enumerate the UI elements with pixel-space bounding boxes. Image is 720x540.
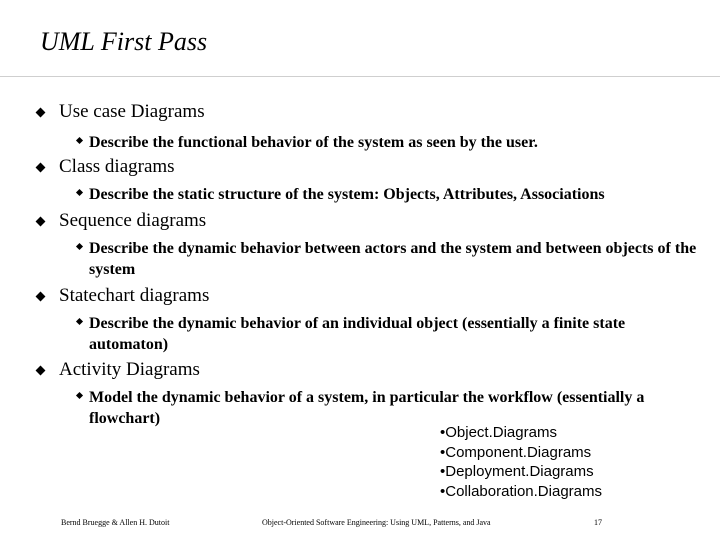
slide-title: UML First Pass: [40, 27, 208, 56]
bullet-label: Class diagrams: [59, 156, 175, 177]
diamond-sub-bullet-icon: [76, 189, 83, 196]
diamond-bullet-icon: [36, 108, 46, 118]
list-item: •Component.Diagrams: [440, 443, 592, 461]
list-item: •Collaboration.Diagrams: [440, 482, 602, 500]
sub-bullet-text: Describe the dynamic behavior of an individual object (essentially a finite state automaton): [89, 315, 626, 353]
footer-authors: Bernd Bruegge & Allen H. Dutoit: [61, 518, 170, 527]
sub-bullet-activity: [77, 387, 707, 429]
footer-book-title: Object-Oriented Software Engineering: Using UML, Patterns, and Java: [262, 518, 491, 527]
sub-bullet-text: Describe the functional behavior of the system as seen by the user.: [89, 134, 538, 151]
sub-bullet-use-case: [77, 132, 707, 153]
diamond-sub-bullet-icon: [76, 137, 83, 144]
footer-page-number: 17: [594, 518, 602, 527]
sub-bullet-statechart: [77, 313, 707, 355]
list-item: •Deployment.Diagrams: [440, 463, 594, 480]
bullet-label: Sequence diagrams: [59, 210, 207, 231]
sub-bullet-text: Describe the static structure of the system: Objects, Attributes, Associations: [89, 186, 605, 203]
sub-bullet-text: Describe the dynamic behavior between actors and the system and between objects of the system: [89, 240, 697, 278]
diamond-sub-bullet-icon: [76, 392, 83, 399]
sub-bullet-sequence: [77, 238, 707, 280]
diamond-sub-bullet-icon: [76, 318, 83, 325]
diamond-sub-bullet-icon: [76, 243, 83, 250]
bullet-label: Activity Diagrams: [59, 359, 200, 380]
diamond-bullet-icon: [36, 217, 46, 227]
diamond-bullet-icon: [36, 163, 46, 173]
other-diagrams-list: [440, 423, 602, 501]
sub-bullet-class: [77, 184, 707, 205]
bullet-label: Use case Diagrams: [59, 101, 205, 122]
list-item: •Object.Diagrams: [440, 424, 557, 441]
diamond-bullet-icon: [36, 366, 46, 376]
diamond-bullet-icon: [36, 292, 46, 302]
bullet-label: Statechart diagrams: [59, 285, 210, 306]
sub-bullet-text: Model the dynamic behavior of a system, in particular the workflow (essentially a flowchart): [89, 389, 645, 427]
title-divider: [0, 76, 720, 77]
